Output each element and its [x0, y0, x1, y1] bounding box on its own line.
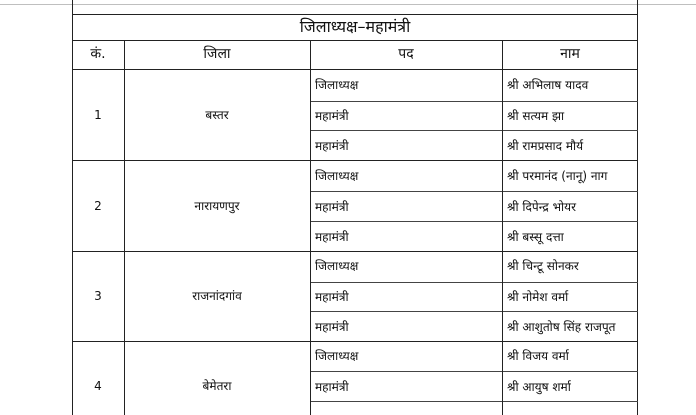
rule-title-top [72, 14, 638, 15]
row-post: जिलाध्यक्ष [315, 259, 359, 273]
row-post: जिलाध्यक्ष [315, 169, 359, 183]
group-serial: 1 [94, 108, 102, 122]
row-name: श्री रामप्रसाद मौर्य [507, 139, 584, 153]
rule-row [310, 371, 638, 372]
header-serial: कं. [90, 46, 106, 62]
rule-row [310, 221, 638, 222]
rule-title-bottom [72, 40, 638, 41]
row-name: श्री नोमेश वर्मा [507, 290, 569, 304]
row-post: महामंत्री [315, 320, 349, 334]
row-name: श्री सत्यम झा [507, 109, 565, 123]
rule-row [310, 401, 638, 402]
row-name: श्री परमानंद (नानू) नाग [507, 169, 608, 183]
row-name: श्री आशुतोष सिंह राजपूत [507, 320, 616, 334]
row-post: जिलाध्यक्ष [315, 78, 359, 92]
group-district: राजनांदगांव [192, 289, 242, 303]
group-district: बस्तर [205, 108, 229, 122]
rule-group [72, 160, 638, 161]
row-post: महामंत्री [315, 290, 349, 304]
group-serial: 3 [94, 289, 102, 303]
rule-row [310, 101, 638, 102]
row-post: महामंत्री [315, 200, 349, 214]
table-title: जिलाध्यक्ष–महामंत्री [299, 17, 411, 36]
header-name: नाम [560, 46, 580, 62]
rule-row [310, 191, 638, 192]
group-serial: 4 [94, 379, 102, 393]
rule-group [72, 341, 638, 342]
row-post: महामंत्री [315, 139, 349, 153]
row-post: महामंत्री [315, 380, 349, 394]
rule-header-bottom [72, 69, 638, 70]
rule-col-post [502, 40, 503, 415]
row-name: श्री चिन्टू सोनकर [507, 259, 579, 273]
group-district: नारायणपुर [194, 199, 240, 213]
rule-group [72, 251, 638, 252]
row-name: श्री आयुष शर्मा [507, 380, 571, 394]
rule-row [310, 130, 638, 131]
row-name: श्री विजय वर्मा [507, 349, 569, 363]
row-post: महामंत्री [315, 230, 349, 244]
row-name: श्री दिपेन्द्र भोयर [507, 200, 577, 214]
header-post: पद [398, 46, 414, 62]
row-name: श्री बस्सू दत्ता [507, 230, 564, 244]
row-name: श्री अभिलाष यादव [507, 78, 589, 92]
rule-col-district [310, 40, 311, 415]
rule-col-serial [124, 40, 125, 415]
rule-row [310, 282, 638, 283]
header-district: जिला [203, 46, 231, 62]
rule-row [310, 311, 638, 312]
row-post: जिलाध्यक्ष [315, 349, 359, 363]
group-district: बेमेतरा [202, 379, 232, 393]
row-post: महामंत्री [315, 109, 349, 123]
group-serial: 2 [94, 199, 102, 213]
